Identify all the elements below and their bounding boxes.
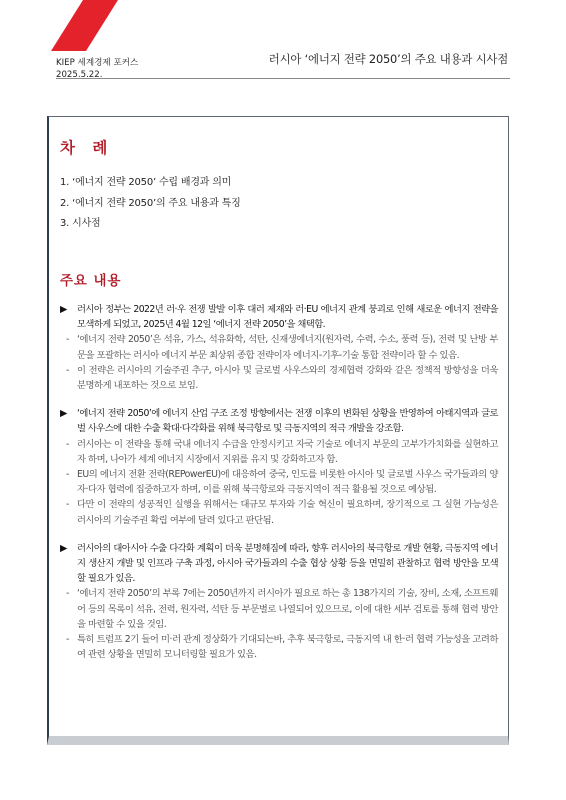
summary-title: 주요 내용 [60, 274, 122, 289]
main-point-text: 러시아 정부는 2022년 러·우 전쟁 발발 이후 대러 제재와 러·EU 에너지 관계 붕괴로 인해 새로운 에너지 전략을 모색하게 되었고, 2025년 4월 12일 ‘에너지 전략 2050’을 채택함. [77, 304, 498, 331]
dash-marker: - [66, 438, 69, 450]
sub-point-text: 다만 이 전략의 성공적인 실행을 위해서는 대규모 투자와 기술 혁신이 필요하며, 장기적으로 그 실현 가능성은 러시아의 기술주권 확립 여부에 달려 있다고 판단됨. [77, 499, 498, 526]
dash-marker: - [66, 364, 69, 376]
summary-block-3 [60, 541, 498, 663]
sub-point [66, 332, 498, 362]
sub-point-text: 러시아는 이 전략을 통해 국내 에너지 수급을 안정시키고 자국 기술로 에너지 부문의 고부가가치화를 실현하고자 하며, 나아가 세계 에너지 시장에서 지위를 유지 및 강화하고자 함. [77, 438, 498, 465]
logo-stripe-icon [0, 0, 118, 52]
triangle-bullet-icon: ▶ [60, 304, 67, 315]
sub-point [66, 497, 498, 527]
toc-item-2: 2. ‘에너지 전략 2050’의 주요 내용과 특징 [60, 197, 241, 209]
header-title: 러시아 ‘에너지 전략 2050’의 주요 내용과 시사점 [268, 52, 508, 66]
sub-point [66, 632, 498, 662]
dash-marker: - [66, 334, 69, 346]
sub-point [66, 437, 498, 467]
dash-marker: - [66, 469, 69, 481]
sub-point-text: ‘에너지 전략 2050’의 부록 7에는 2050년까지 러시아가 필요로 하는 총 138가지의 기술, 장비, 소재, 소프트웨어 등의 목록이 석유, 전력, 원자력, 석탄 등 부문별로 나열되어 있으므로, 이에 대한 세부 검토를 통해 협력 방안을 마련할 수 있을 것임. [77, 588, 498, 630]
sub-point [66, 467, 498, 497]
toc-title: 차 례 [60, 139, 114, 157]
dash-marker: - [66, 499, 69, 511]
sub-point-text: 특히 트럼프 2기 들어 미·러 관계 정상화가 기대되는바, 추후 북극항로, 극동지역 내 한·러 협력 가능성을 고려하여 관련 상황을 면밀히 모니터링할 필요가 있음. [77, 634, 498, 661]
main-point-2 [60, 406, 498, 436]
summary-content [60, 302, 498, 662]
toc-item-1: 1. ‘에너지 전략 2050’ 수립 배경과 의미 [60, 177, 232, 188]
dash-marker: - [66, 634, 69, 646]
triangle-bullet-icon: ▶ [60, 542, 67, 554]
header-divider [56, 78, 510, 79]
main-point-1 [60, 302, 498, 332]
dash-marker: - [66, 588, 69, 600]
main-point-text: 러시아의 대아시아 수출 다각화 계획이 더욱 분명해짐에 따라, 향후 러시아의 북극항로 개발 현황, 극동지역 에너지 생산지 개발 및 인프라 구축 과정, 아시아 국가들과의 수출 협상 상황 등을 면밀히 관찰하고 협력 방안을 모색할 필요가 있음. [77, 542, 499, 585]
main-point-3 [60, 541, 498, 587]
summary-block-1 [60, 302, 498, 393]
kiep-logo-stripe [0, 0, 118, 52]
main-point-text: ‘에너지 전략 2050’에 에너지 산업 구조 조정 방향에서는 전쟁 이후의 변화된 상황을 반영하여 아태지역과 글로벌 사우스에 대한 수출 확대·다각화를 위해 북극항로 및 극동지역의 적극 개발을 강조함. [77, 408, 498, 435]
triangle-bullet-icon: ▶ [60, 408, 67, 420]
sub-point [66, 586, 498, 632]
header-org: KIEP 세계경제 포커스 [56, 58, 139, 68]
sub-point-text: 이 전략은 러시아의 기술주권 추구, 아시아 및 글로벌 사우스와의 경제협력 강화와 같은 정책적 방향성을 더욱 분명하게 내포하는 것으로 보임. [77, 364, 498, 392]
sub-point [66, 363, 498, 393]
sub-point-text: EU의 에너지 전환 전략(REPowerEU)에 대응하여 중국, 인도를 비롯한 아시아 및 글로벌 사우스 국가들과의 양자·다자 협력에 집중하고자 하며, 이를 위해 북극항로와 극동지역이 적극 활용될 것으로 예상됨. [77, 469, 498, 496]
toc-list [60, 173, 241, 235]
sub-point-text: ‘에너지 전략 2050’은 석유, 가스, 석유화학, 석탄, 신재생에너지(원자력, 수력, 수소, 풍력 등), 전력 및 난방 부문을 포괄하는 러시아 에너지 부문 최상위 종합 전략이자 에너지-기후-기술 통합 전략이라 할 수 있음. [77, 334, 498, 361]
toc-item-3: 3. 시사점 [60, 218, 101, 230]
header-date: 2025.5.22. [56, 70, 103, 80]
summary-block-2 [60, 406, 498, 528]
